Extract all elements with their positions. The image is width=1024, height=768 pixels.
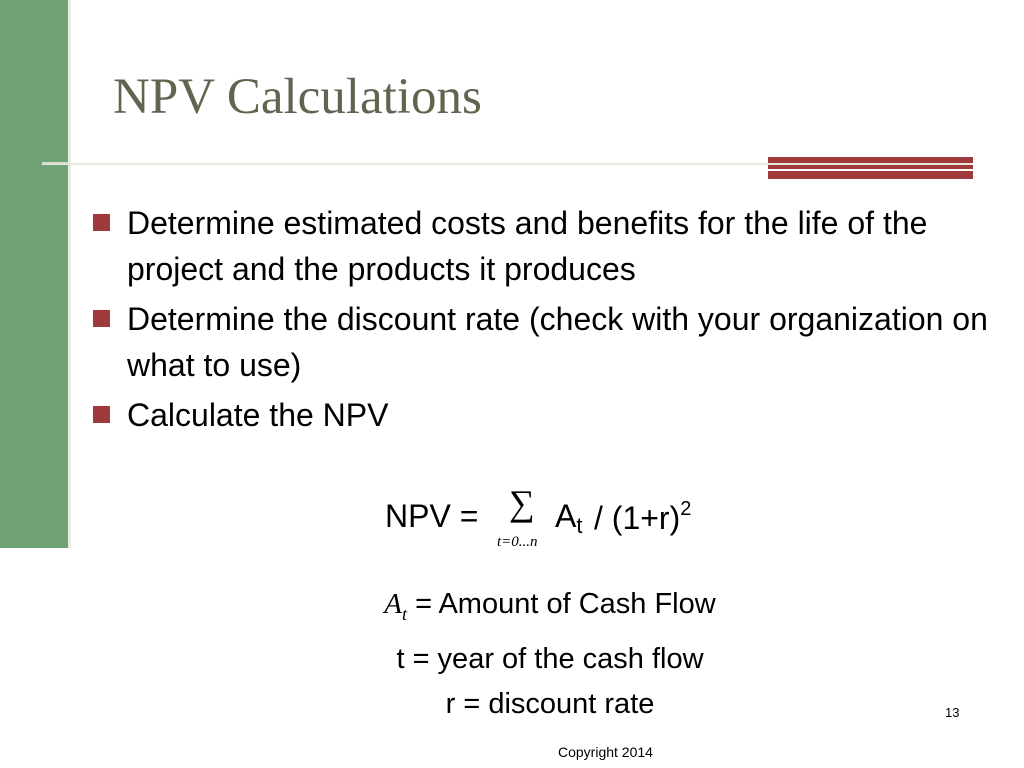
definition-at-var bbox=[384, 588, 408, 624]
formula-rest: / (1+r) bbox=[594, 500, 681, 536]
formula-exponent: 2 bbox=[680, 498, 692, 520]
slide-title: NPV Calculations bbox=[113, 69, 482, 125]
formula-denominator bbox=[594, 498, 691, 537]
formula-term-var: A bbox=[555, 498, 577, 534]
definition-at-sub: t bbox=[402, 603, 408, 624]
formula-term-sub: t bbox=[576, 513, 583, 538]
copyright-footer: Copyright 2014 bbox=[558, 744, 653, 760]
bullet-list bbox=[92, 200, 1022, 442]
formula-term bbox=[555, 498, 582, 539]
definition-r: r = discount rate bbox=[445, 687, 655, 720]
definition-at-text: = Amount of Cash Flow bbox=[407, 588, 716, 620]
bullet-item bbox=[92, 200, 1022, 292]
definition-at bbox=[300, 582, 800, 637]
accent-bars bbox=[768, 157, 973, 180]
definition-at-letter: A bbox=[384, 588, 402, 620]
definition-t: t = year of the cash flow bbox=[396, 642, 704, 675]
summation-range: t=0...n bbox=[497, 534, 538, 550]
page-number: 13 bbox=[945, 705, 960, 720]
accent-bar bbox=[768, 165, 973, 169]
bullet-text: Determine the discount rate (check with your organization on what to use) bbox=[127, 301, 988, 383]
npv-formula bbox=[385, 482, 805, 562]
formula-lhs: NPV = bbox=[385, 498, 479, 534]
bullet-text: Calculate the NPV bbox=[127, 397, 389, 433]
summation-icon: ∑ bbox=[509, 483, 535, 523]
side-band bbox=[0, 0, 68, 548]
square-bullet-icon bbox=[93, 214, 110, 231]
title-divider-tick bbox=[42, 162, 68, 164]
accent-bar bbox=[768, 157, 973, 163]
accent-bar bbox=[768, 171, 973, 179]
square-bullet-icon bbox=[93, 310, 110, 327]
bullet-item bbox=[92, 392, 1022, 438]
bullet-text: Determine estimated costs and benefits for the life of the project and the products it produces bbox=[127, 205, 928, 287]
variable-definitions bbox=[300, 582, 800, 727]
bullet-item bbox=[92, 296, 1022, 388]
square-bullet-icon bbox=[93, 406, 110, 423]
side-band-edge bbox=[68, 0, 71, 548]
